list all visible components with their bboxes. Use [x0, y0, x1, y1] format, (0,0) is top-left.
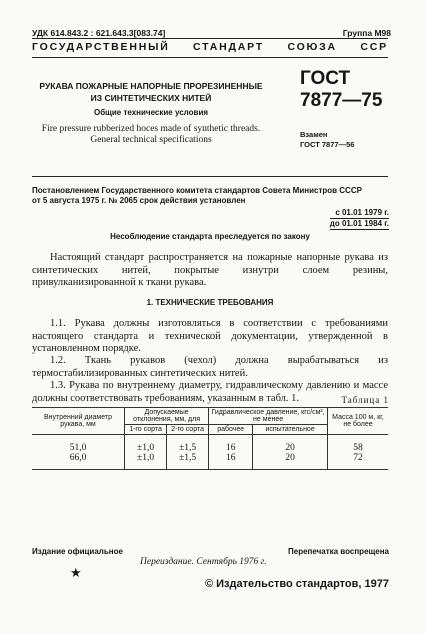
cell-grade-2: ±1,5 [167, 453, 209, 470]
date-from: с 01.01 1979 г. [330, 208, 389, 219]
cell-test: 20 [253, 453, 328, 470]
official-edition: Издание официальное [32, 547, 123, 556]
udk-code: УДК 614.843.2 : 621.643.3[083.74] [32, 28, 166, 38]
gost-designation [300, 68, 382, 112]
no-reprint-notice: Перепечатка воспрещена [288, 547, 389, 556]
english-title-line-1: Fire pressure rubberized hoces made of synthetic threads. [41, 124, 261, 134]
cell-grade-2: ±1,5 [167, 435, 209, 454]
replaces-label: Взамен [300, 130, 328, 139]
header-grade-2: 2-го сорта [167, 425, 209, 435]
header-working: рабочее [209, 425, 253, 435]
english-title [32, 124, 270, 146]
section-title: 1. ТЕХНИЧЕСКИЕ ТРЕБОВАНИЯ [146, 298, 274, 307]
table-row [32, 435, 388, 454]
date-to: до 01.01 1984 г. [329, 219, 389, 228]
cell-grade-1: ±1,0 [125, 453, 167, 470]
intro-paragraph: Настоящий стандарт распространяется на пожарные напорные рукава из синтетических нитей, покрытые изнутри слоем резины, привулканизированной к ткани рукава. [32, 252, 388, 288]
title-line-1: РУКАВА ПОЖАРНЫЕ НАПОРНЫЕ ПРОРЕЗИНЕННЫЕ [39, 81, 263, 91]
standard-banner: ГОСУДАРСТВЕННЫЙ СТАНДАРТ СОЮЗА ССР [32, 41, 388, 53]
header-grade-1: 1-го сорта [125, 425, 167, 435]
cell-working: 16 [209, 453, 253, 470]
replaces-note [300, 130, 354, 150]
gost-label: ГОСТ [300, 68, 351, 89]
cell-diameter: 51,0 [32, 435, 125, 454]
header-tolerance: Допускаемые отклонения, мм, для [125, 408, 209, 425]
header-diameter: Внутренний диаметр рукава, мм [32, 408, 125, 435]
table-1 [32, 407, 388, 470]
gost-number: 7877—75 [300, 90, 383, 111]
decree-rule [32, 176, 388, 177]
decree-line-2: от 5 августа 1975 г. № 2065 срок действия установлен [32, 196, 246, 205]
publisher-copyright: © Издательство стандартов, 1977 [204, 578, 389, 590]
cell-mass: 58 [328, 435, 389, 454]
table-label: Таблица 1 [341, 395, 389, 405]
decree-text [32, 186, 388, 206]
document-title [32, 80, 270, 104]
banner-rule [32, 57, 388, 58]
cell-test: 20 [253, 435, 328, 454]
paragraph-1-2: 1.2. Ткань рукавов (чехол) должна вырабатываться из термостабилизированных синтетических нитей. [32, 355, 388, 379]
reissue-note: Переиздание. Сентябрь 1976 г. [140, 557, 267, 567]
table-row [32, 453, 388, 470]
cell-grade-1: ±1,0 [125, 435, 167, 454]
cell-diameter: 66,0 [32, 453, 125, 470]
header-test: испытательное [253, 425, 328, 435]
title-line-2: ИЗ СИНТЕТИЧЕСКИХ НИТЕЙ [90, 93, 212, 103]
star-icon: ★ [70, 565, 82, 580]
paragraph-1-1: 1.1. Рукава должны изготовляться в соответствии с требованиями настоящего стандарта и технической документации, утвержденной в установленном порядке. [32, 318, 388, 354]
replaces-value: ГОСТ 7877—56 [300, 140, 355, 149]
paragraph-1-3: 1.3. Рукава по внутреннему диаметру, гидравлическому давлению и массе должны соответствовать требованиям, указанным в табл. 1. [32, 380, 388, 404]
cell-working: 16 [209, 435, 253, 454]
header-pressure: Гидравлическое давление, кгс/см², не менее [209, 408, 328, 425]
top-rule [32, 38, 388, 39]
header-mass: Масса 100 м, кг, не более [328, 408, 389, 435]
english-title-line-2: General technical specifications [90, 135, 212, 145]
validity-dates [330, 208, 389, 230]
cell-mass: 72 [328, 453, 389, 470]
document-subtitle: Общие технические условия [93, 108, 209, 117]
decree-line-1: Постановлением Государственного комитета стандартов Совета Министров СССР [32, 186, 362, 195]
law-notice: Несоблюдение стандарта преследуется по закону [110, 232, 310, 241]
group-code: Группа М98 [342, 28, 391, 38]
